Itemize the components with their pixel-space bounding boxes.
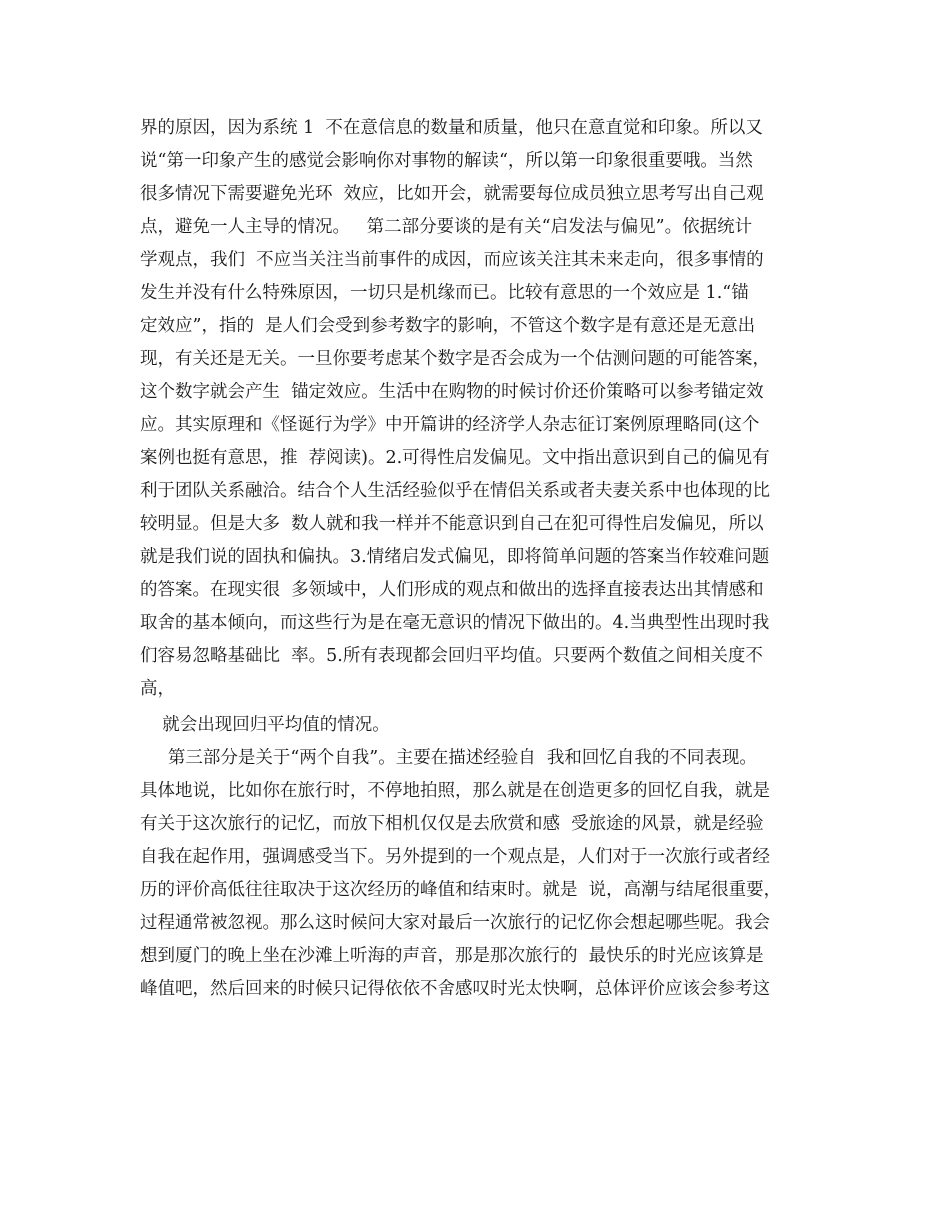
text-line: 的答案。在现实很 多领域中，人们形成的观点和做出的选择直接表达出其情感和 — [140, 580, 764, 600]
text-line: 很多情况下需要避免光环 效应，比如开会，就需要每位成员独立思考写出自己观 — [140, 184, 764, 204]
text-line: 案例也挺有意思，推 荐阅读)。2.可得性启发偏见。文中指出意识到自己的偏见有 — [140, 448, 770, 468]
text-line: 峰值吧，然后回来的时候只记得依依不舍感叹时光太快啊，总体评价应该会参考这 — [140, 979, 770, 999]
text-line: 利于团队关系融洽。结合个人生活经验似乎在情侣关系或者夫妻关系中也体现的比 — [140, 481, 770, 501]
text-line: 高， — [140, 679, 175, 699]
text-line: 发生并没有什么特殊原因，一切只是机缘而已。比较有意思的一个效应是 1.“锚 — [140, 283, 749, 303]
text-line: 定效应”，指的 是人们会受到参考数字的影响，不管这个数字是有意还是无意出 — [140, 316, 756, 336]
text-line: 说“第一印象产生的感觉会影响你对事物的解读“，所以第一印象很重要哦。当然 — [140, 151, 753, 171]
text-line: 过程通常被忽视。那么这时候问大家对最后一次旅行的记忆你会想起哪些呢。我会 — [140, 913, 770, 933]
text-line: 现，有关还是无关。一旦你要考虑某个数字是否会成为一个估测问题的可能答案， — [140, 349, 770, 369]
text-line: 就会出现回归平均值的情况。 — [140, 715, 390, 735]
text-line: 们容易忽略基础比 率。5.所有表现都会回归平均值。只要两个数值之间相关度不 — [140, 646, 763, 666]
text-line: 就是我们说的固执和偏执。3.情绪启发式偏见，即将简单问题的答案当作较难问题 — [140, 547, 770, 567]
text-line: 有关于这次旅行的记忆，而放下相机仅仅是去欣赏和感 受旅途的风景，就是经验 — [140, 814, 764, 834]
text-line: 具体地说，比如你在旅行时，不停地拍照，那么就是在创造更多的回忆自我，就是 — [140, 781, 770, 801]
text-line: 历的评价高低往往取决于这次经历的峰值和结束时。就是 说，高潮与结尾很重要， — [140, 880, 782, 900]
text-line: 界的原因，因为系统 1 不在意信息的数量和质量，他只在意直觉和印象。所以又 — [140, 118, 763, 138]
text-line: 想到厦门的晚上坐在沙滩上听海的声音，那是那次旅行的 最快乐的时光应该算是 — [140, 946, 764, 966]
text-line: 取舍的基本倾向，而这些行为是在毫无意识的情况下做出的。4.当典型性出现时我 — [140, 613, 770, 633]
text-line: 学观点，我们 不应当关注当前事件的成因，而应该关注其未来走向，很多事情的 — [140, 250, 764, 270]
text-line: 点，避免一人主导的情况。 第二部分要谈的是有关“启发法与偏见”。依据统计 — [140, 217, 753, 237]
text-line: 这个数字就会产生 锚定效应。生活中在购物的时候讨价还价策略可以参考锚定效 — [140, 382, 764, 402]
text-line: 较明显。但是大多 数人就和我一样并不能意识到自己在犯可得性启发偏见，所以 — [140, 514, 764, 534]
text-line: 自我在起作用，强调感受当下。另外提到的一个观点是，人们对于一次旅行或者经 — [140, 847, 770, 867]
text-line: 应。其实原理和《怪诞行为学》中开篇讲的经济学人杂志征订案例原理略同(这个 — [140, 415, 760, 435]
text-line: 第三部分是关于“两个自我”。主要在描述经验自 我和回忆自我的不同表现。 — [140, 748, 757, 768]
